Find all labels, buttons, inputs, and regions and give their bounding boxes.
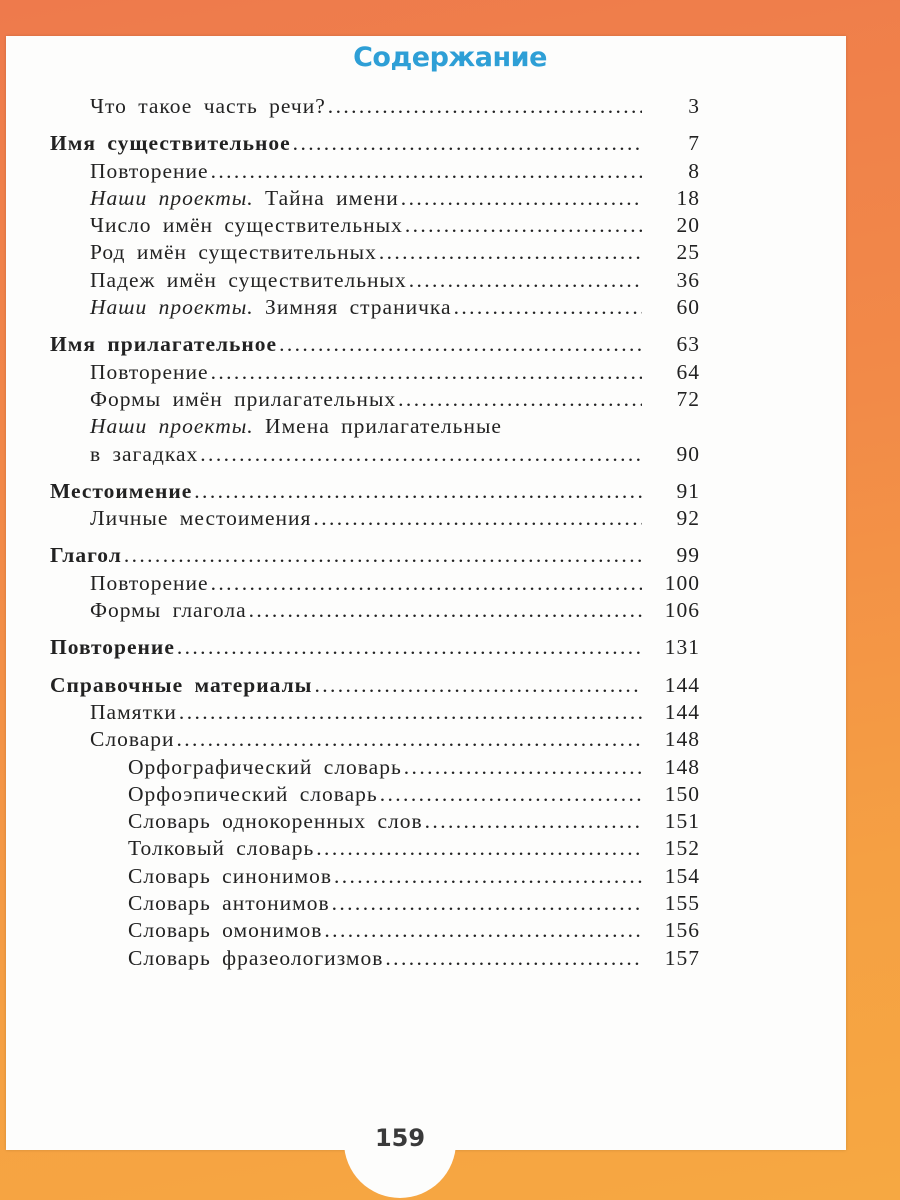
toc-entry: [0, 782, 900, 809]
dot-leader: [177, 727, 643, 752]
entry-page: 3: [688, 94, 700, 118]
entry-page: 151: [664, 809, 700, 834]
entry-title: Глагол: [50, 543, 122, 568]
entry-project-label: Наши проекты.: [90, 295, 254, 320]
entry-title: Орфографический словарь: [128, 754, 402, 779]
entry-title: Словарь синонимов: [128, 863, 332, 888]
toc-entry: [0, 360, 900, 387]
toc-entry: [0, 186, 900, 213]
entry-title: Зимняя страничка: [265, 295, 452, 320]
entry-title: Личные местоимения: [90, 506, 312, 531]
entry-page: 131: [664, 635, 700, 660]
dot-leader: [124, 543, 642, 568]
toc-entry: [0, 635, 900, 662]
dot-leader: [211, 571, 642, 596]
entry-title: Словарь однокоренных слов: [128, 809, 423, 834]
entry-page: 144: [664, 699, 700, 724]
entry-page: 100: [664, 570, 700, 595]
toc-entry: [0, 836, 900, 863]
dot-leader: [279, 332, 642, 357]
entry-title: Памятки: [90, 699, 177, 724]
entry-page: 148: [664, 754, 700, 779]
entry-title: Имена прилагательные: [265, 414, 502, 439]
entry-title: Толковый словарь: [128, 836, 315, 861]
entry-page: 99: [676, 543, 700, 568]
entry-title-continuation: в загадках: [90, 441, 199, 466]
toc-entry: [0, 700, 900, 727]
entry-page: 155: [664, 891, 700, 916]
toc-entry: [0, 891, 900, 918]
entry-project-label: Наши проекты.: [90, 414, 254, 439]
dot-leader: [380, 782, 642, 807]
dot-leader: [398, 387, 642, 412]
entry-page: 18: [676, 185, 700, 210]
dot-leader: [405, 213, 642, 238]
toc-entry: [0, 387, 900, 414]
entry-title: Формы глагола: [90, 598, 247, 623]
dot-leader: [293, 131, 642, 156]
dot-leader: [334, 864, 642, 889]
entry-title: Имя прилагательное: [50, 332, 278, 357]
dot-leader: [409, 268, 642, 293]
entry-page: 91: [676, 478, 700, 503]
entry-title: Имя существительное: [50, 131, 291, 156]
dot-leader: [179, 700, 642, 725]
toc-entry: [0, 131, 900, 158]
toc-entry: [0, 543, 900, 570]
dot-leader: [401, 186, 642, 211]
toc-entry: [0, 442, 900, 469]
entry-page: 148: [664, 727, 700, 752]
entry-title: Число имён существительных: [90, 213, 403, 238]
toc-entry: [0, 213, 900, 240]
dot-leader: [332, 891, 642, 916]
entry-page: 63: [676, 332, 700, 357]
toc-entry: [0, 414, 900, 441]
entry-page: 8: [688, 158, 700, 183]
entry-title: Словари: [90, 727, 175, 752]
toc-entry: [0, 571, 900, 598]
entry-title: Справочные материалы: [50, 672, 313, 697]
toc-entry: [0, 268, 900, 295]
dot-leader: [316, 836, 642, 861]
entry-title: Словарь антонимов: [128, 891, 330, 916]
dot-leader: [194, 479, 642, 504]
entry-title: Повторение: [90, 359, 209, 384]
dot-leader: [314, 673, 642, 698]
toc-entry: [0, 240, 900, 267]
entry-page: 156: [664, 918, 700, 943]
entry-page: 106: [664, 598, 700, 623]
page-title: Содержание: [353, 42, 547, 73]
entry-title: Тайна имени: [265, 185, 399, 210]
dot-leader: [425, 809, 642, 834]
entry-page: 20: [676, 213, 700, 238]
toc-entry: [0, 918, 900, 945]
entry-page: 157: [664, 945, 700, 970]
dot-leader: [379, 240, 642, 265]
entry-page: 72: [676, 386, 700, 411]
dot-leader: [249, 598, 642, 623]
entry-title: Формы имён прилагательных: [90, 386, 397, 411]
entry-page: 152: [664, 836, 700, 861]
entry-title: Падеж имён существительных: [90, 267, 407, 292]
entry-page: 154: [664, 863, 700, 888]
page-number: 159: [374, 1124, 426, 1152]
entry-title: Словарь омонимов: [128, 918, 323, 943]
toc-entry: [0, 727, 900, 754]
toc-entry: [0, 479, 900, 506]
entry-title: Повторение: [90, 570, 209, 595]
dot-leader: [328, 94, 642, 119]
dot-leader: [313, 506, 642, 531]
toc-entry: [0, 332, 900, 359]
entry-title: Род имён существительных: [90, 240, 377, 265]
entry-title: Местоимение: [50, 478, 193, 503]
entry-page: 90: [676, 441, 700, 466]
dot-leader: [177, 635, 642, 660]
dot-leader: [404, 755, 642, 780]
entry-project-label: Наши проекты.: [90, 185, 254, 210]
dot-leader: [324, 918, 642, 943]
entry-page: 144: [664, 672, 700, 697]
toc-entry: [0, 159, 900, 186]
toc-entry: [0, 755, 900, 782]
entry-title: Повторение: [50, 635, 175, 660]
entry-page: 25: [676, 240, 700, 265]
toc-entry: [0, 295, 900, 322]
toc-entry: [0, 673, 900, 700]
toc-entry: [0, 809, 900, 836]
toc-entry: [0, 946, 900, 973]
entry-title: Повторение: [90, 158, 209, 183]
dot-leader: [200, 442, 642, 467]
dot-leader: [385, 946, 642, 971]
toc-entry: [0, 506, 900, 533]
entry-page: 60: [676, 295, 700, 320]
dot-leader: [211, 360, 642, 385]
dot-leader: [454, 295, 642, 320]
toc-entry: [0, 94, 900, 121]
entry-page: 92: [676, 506, 700, 531]
toc-entry: [0, 598, 900, 625]
entry-page: 150: [664, 781, 700, 806]
toc-entry: [0, 864, 900, 891]
entry-page: 36: [676, 267, 700, 292]
table-of-contents: [0, 94, 900, 973]
entry-title: Словарь фразеологизмов: [128, 945, 384, 970]
dot-leader: [211, 159, 642, 184]
entry-page: 64: [676, 359, 700, 384]
entry-page: 7: [688, 131, 700, 156]
entry-title: Орфоэпический словарь: [128, 781, 378, 806]
entry-title: Что такое часть речи?: [90, 94, 326, 118]
